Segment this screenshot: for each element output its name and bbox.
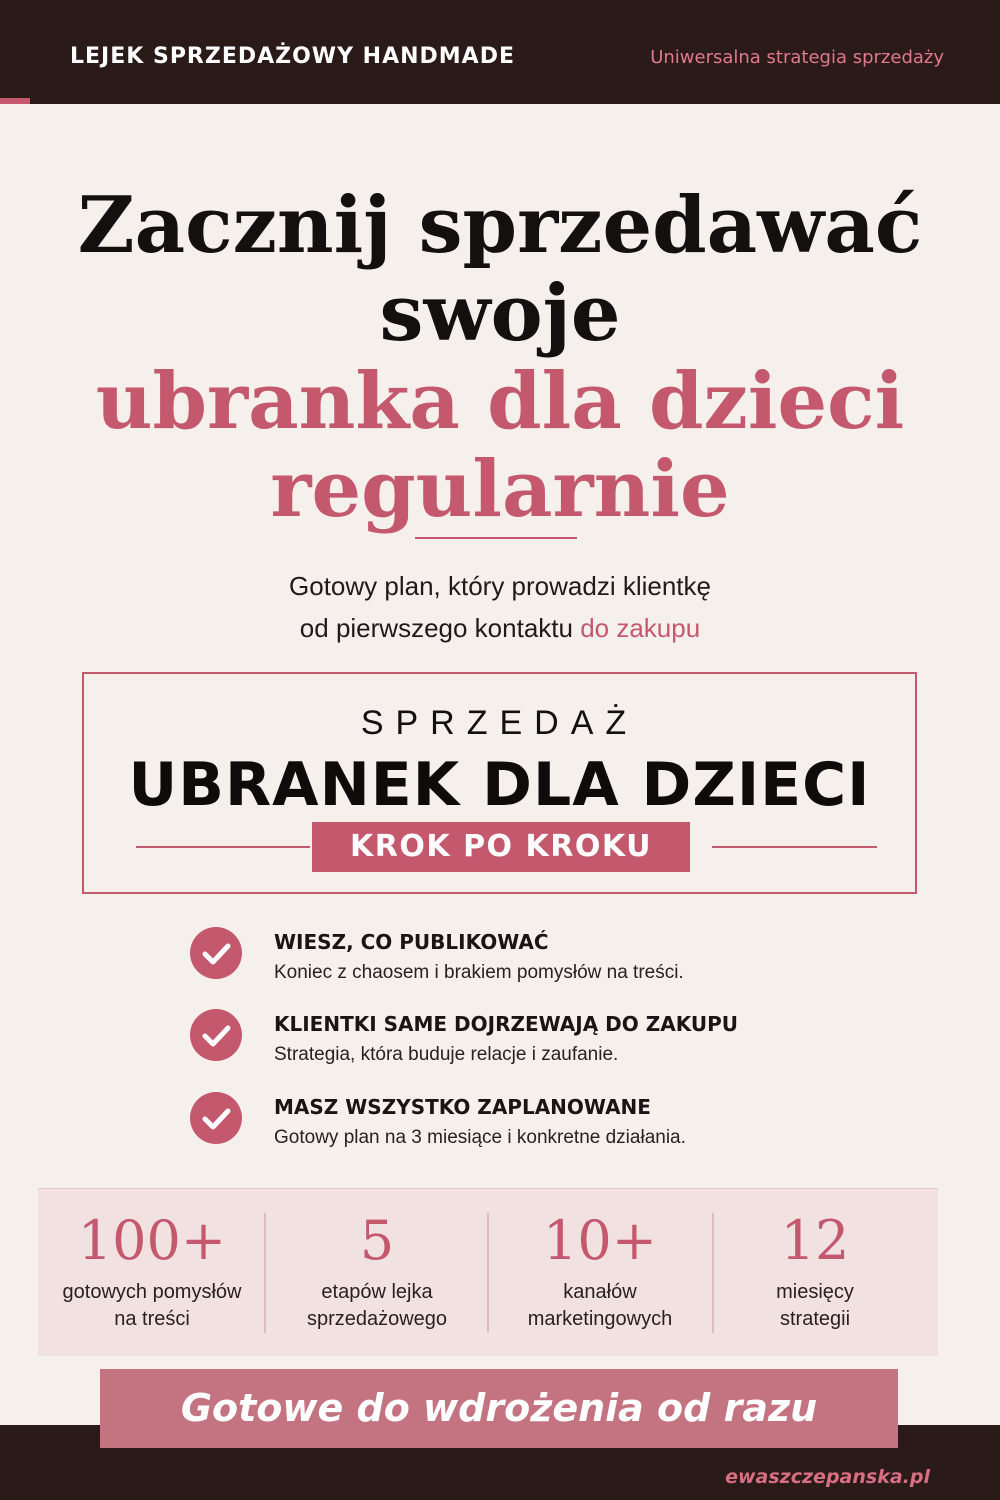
top-bar — [0, 0, 1000, 104]
site-url: ewaszczepanska.pl — [725, 1466, 930, 1488]
stat-item — [488, 1189, 712, 1357]
stat-label — [712, 1279, 918, 1333]
badge-line-left — [136, 846, 310, 848]
stat-label-line: etapów lejka — [321, 1281, 433, 1303]
check-circle-icon — [190, 1009, 242, 1061]
headline-divider — [415, 537, 577, 539]
headline-line-3: ubranka dla dzieci — [95, 356, 905, 447]
product-eyebrow: SPRZEDAŻ — [360, 704, 639, 742]
stat-number: 100+ — [77, 1209, 227, 1272]
stat-item — [712, 1189, 918, 1357]
cta-banner: Gotowe do wdrożenia od razu — [100, 1369, 898, 1448]
benefit-title: KLIENTKI SAME DOJRZEWAJĄ DO ZAKUPU — [274, 1012, 739, 1036]
benefit-title: WIESZ, CO PUBLIKOWAĆ — [274, 930, 549, 954]
stat-label-line: miesięcy — [776, 1281, 854, 1303]
stat-number: 12 — [780, 1209, 850, 1272]
product-box — [82, 672, 917, 894]
product-title: UBRANEK DLA DZIECI — [128, 750, 871, 820]
subtitle-text: od pierwszego kontaktu — [299, 613, 573, 643]
badge-line-right — [712, 846, 877, 848]
subtitle-highlight: do zakupu — [580, 613, 701, 643]
page-headline — [0, 182, 1000, 534]
benefit-description: Gotowy plan na 3 miesiące i konkretne działania. — [274, 1127, 686, 1148]
stat-label-line: sprzedażowego — [306, 1308, 448, 1330]
stat-label-line: na treści — [114, 1308, 190, 1330]
benefit-item — [190, 1092, 830, 1152]
stat-number: 5 — [359, 1209, 395, 1272]
headline-line-2: swoje — [379, 268, 621, 359]
stat-label — [266, 1279, 488, 1333]
stats-panel — [38, 1188, 938, 1356]
benefit-description: Koniec z chaosem i brakiem pomysłów na treści. — [274, 962, 684, 983]
benefit-item — [190, 1009, 830, 1069]
benefit-description: Strategia, która buduje relacje i zaufanie. — [274, 1044, 619, 1065]
stat-label-line: kanałów — [563, 1281, 637, 1303]
stat-item — [266, 1189, 488, 1357]
check-circle-icon — [190, 1092, 242, 1144]
subtitle-line-2 — [0, 607, 1000, 649]
headline-line-1: Zacznij sprzedawać — [77, 180, 923, 271]
accent-strip — [0, 98, 30, 104]
benefit-item — [190, 927, 830, 987]
stat-item — [38, 1189, 266, 1357]
benefit-title: MASZ WSZYSTKO ZAPLANOWANE — [274, 1095, 651, 1119]
stat-number: 10+ — [543, 1209, 657, 1272]
stat-label — [488, 1279, 712, 1333]
subtitle-line-1: Gotowy plan, który prowadzi klientkę — [289, 571, 711, 601]
check-circle-icon — [190, 927, 242, 979]
subtitle — [0, 565, 1000, 649]
headline-line-4: regularnie — [270, 444, 730, 535]
brand-tagline: Uniwersalna strategia sprzedaży — [650, 47, 944, 68]
stat-label-line: strategii — [779, 1308, 851, 1330]
step-badge: KROK PO KROKU — [312, 822, 690, 872]
stat-label-line: marketingowych — [527, 1308, 673, 1330]
stat-label — [38, 1279, 266, 1333]
stat-label-line: gotowych pomysłów — [62, 1281, 242, 1303]
brand-title: LEJEK SPRZEDAŻOWY HANDMADE — [70, 44, 515, 69]
